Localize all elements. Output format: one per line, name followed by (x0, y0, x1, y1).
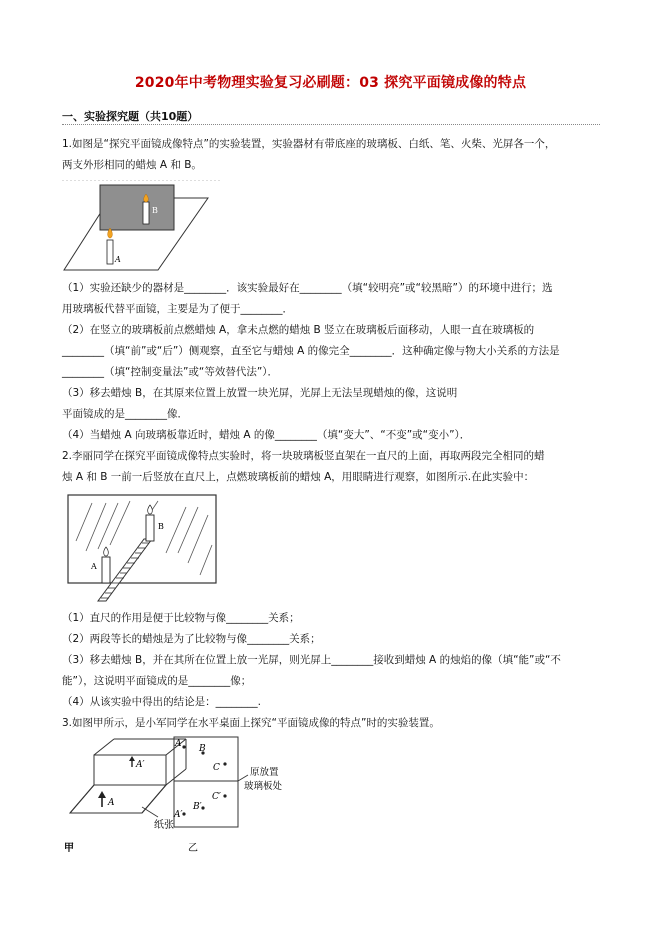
jia-label-paper: 纸张 (154, 820, 174, 831)
figure-yi (173, 737, 283, 854)
q1-sub1-line1: （1）实验还缺少的器材是________．该实验最好在________（填“较明亮”或“较黑暗”）的环境中进行；选 (62, 282, 553, 294)
q3-figure (62, 735, 322, 860)
q2-stem-line1: 2.李丽同学在探究平面镜成像特点实验时，将一块玻璃板竖直架在一直尺的上面，再取两段完全相同的蜡 (62, 450, 545, 462)
jia-label-a: A (108, 798, 115, 808)
yi-label-a: A (175, 739, 182, 749)
yi-label-b: B (199, 744, 206, 754)
q1-figure (62, 180, 222, 275)
candle-a (102, 557, 110, 583)
flame-b-icon (148, 505, 153, 514)
candle-b (146, 515, 154, 541)
q2-sub3-line2: 能”），这说明平面镜成的是________像； (62, 675, 252, 687)
q2-stem-line2: 烛 A 和 B 一前一后竖放在直尺上，点燃玻璃板前的蜡烛 A，用眼睛进行观察，如图所示.在此实验中： (62, 471, 535, 483)
page-title: 2020年中考物理实验复习必刷题：03 探究平面镜成像的特点 (134, 75, 527, 91)
q1-sub2-line3: ________（填“控制变量法”或“等效替代法”）． (62, 366, 279, 378)
q1-sub3-line2: 平面镜成的是________像． (62, 408, 188, 420)
jia-label-a-prime: A′ (136, 760, 145, 770)
section-heading: 一、实验探究题（共10题） (62, 110, 199, 123)
q1-sub4: （4）当蜡烛 A 向玻璃板靠近时，蜡烛 A 的像________（填“变大”、“不变”或“变小”）． (62, 429, 471, 441)
label-a: A (91, 562, 97, 571)
q1-sub2-line1: （2）在竖立的玻璃板前点燃蜡烛 A，拿未点燃的蜡烛 B 竖立在玻璃板后面移动，人眼一直在玻璃板的 (62, 324, 535, 336)
label-b: B (152, 206, 158, 215)
figure-jia (64, 739, 186, 854)
glass-plate (100, 185, 174, 230)
q2-figure (62, 493, 222, 605)
label-b: B (158, 522, 164, 531)
candle-a (107, 240, 113, 264)
yi-label-b-prime: B′ (193, 802, 202, 812)
q1-sub2-line2: ________（填“前”或“后”）侧观察，直至它与蜡烛 A 的像完全________．这种确定像与物大小关系的方法是 (62, 345, 560, 357)
q2-sub3-line1: （3）移去蜡烛 B，并在其所在位置上放一光屏，则光屏上________接收到蜡烛 A 的烛焰的像（填“能”或“不 (62, 654, 561, 666)
caption-jia: 甲 (64, 843, 74, 854)
candle-b (143, 202, 149, 224)
q2-sub1: （1）直尺的作用是便于比较物与像________关系； (62, 612, 300, 624)
flame-a-icon (104, 547, 109, 556)
q1-sub1-line2: 用玻璃板代替平面镜，主要是为了便于________． (62, 303, 293, 315)
q2-sub2: （2）两段等长的蜡烛是为了比较物与像________关系； (62, 633, 321, 645)
yi-label-position-line1: 原放置 (250, 767, 279, 778)
q1-stem-line1: 1.如图是“探究平面镜成像特点”的实验装置，实验器材有带底座的玻璃板、白纸、笔、火柴、光屏各一个， (62, 138, 556, 150)
q2-sub4: （4）从该实验中得出的结论是：________. (62, 696, 262, 708)
label-a: A (115, 255, 121, 264)
yi-label-position-line2: 玻璃板处 (244, 781, 283, 792)
yi-label-a-prime: A′ (174, 810, 183, 820)
yi-label-c: C (213, 763, 220, 773)
section-divider (62, 124, 600, 125)
q3-stem: 3.如图甲所示，是小军同学在水平桌面上探究“平面镜成像的特点”时的实验装置。 (62, 717, 440, 729)
q1-stem-line2: 两支外形相同的蜡烛 A 和 B。 (62, 159, 202, 171)
caption-yi: 乙 (188, 843, 198, 854)
yi-label-c-prime: C′ (212, 792, 221, 802)
q1-sub3-line1: （3）移去蜡烛 B，在其原来位置上放置一块光屏，光屏上无法呈现蜡烛的像，这说明 (62, 387, 458, 399)
